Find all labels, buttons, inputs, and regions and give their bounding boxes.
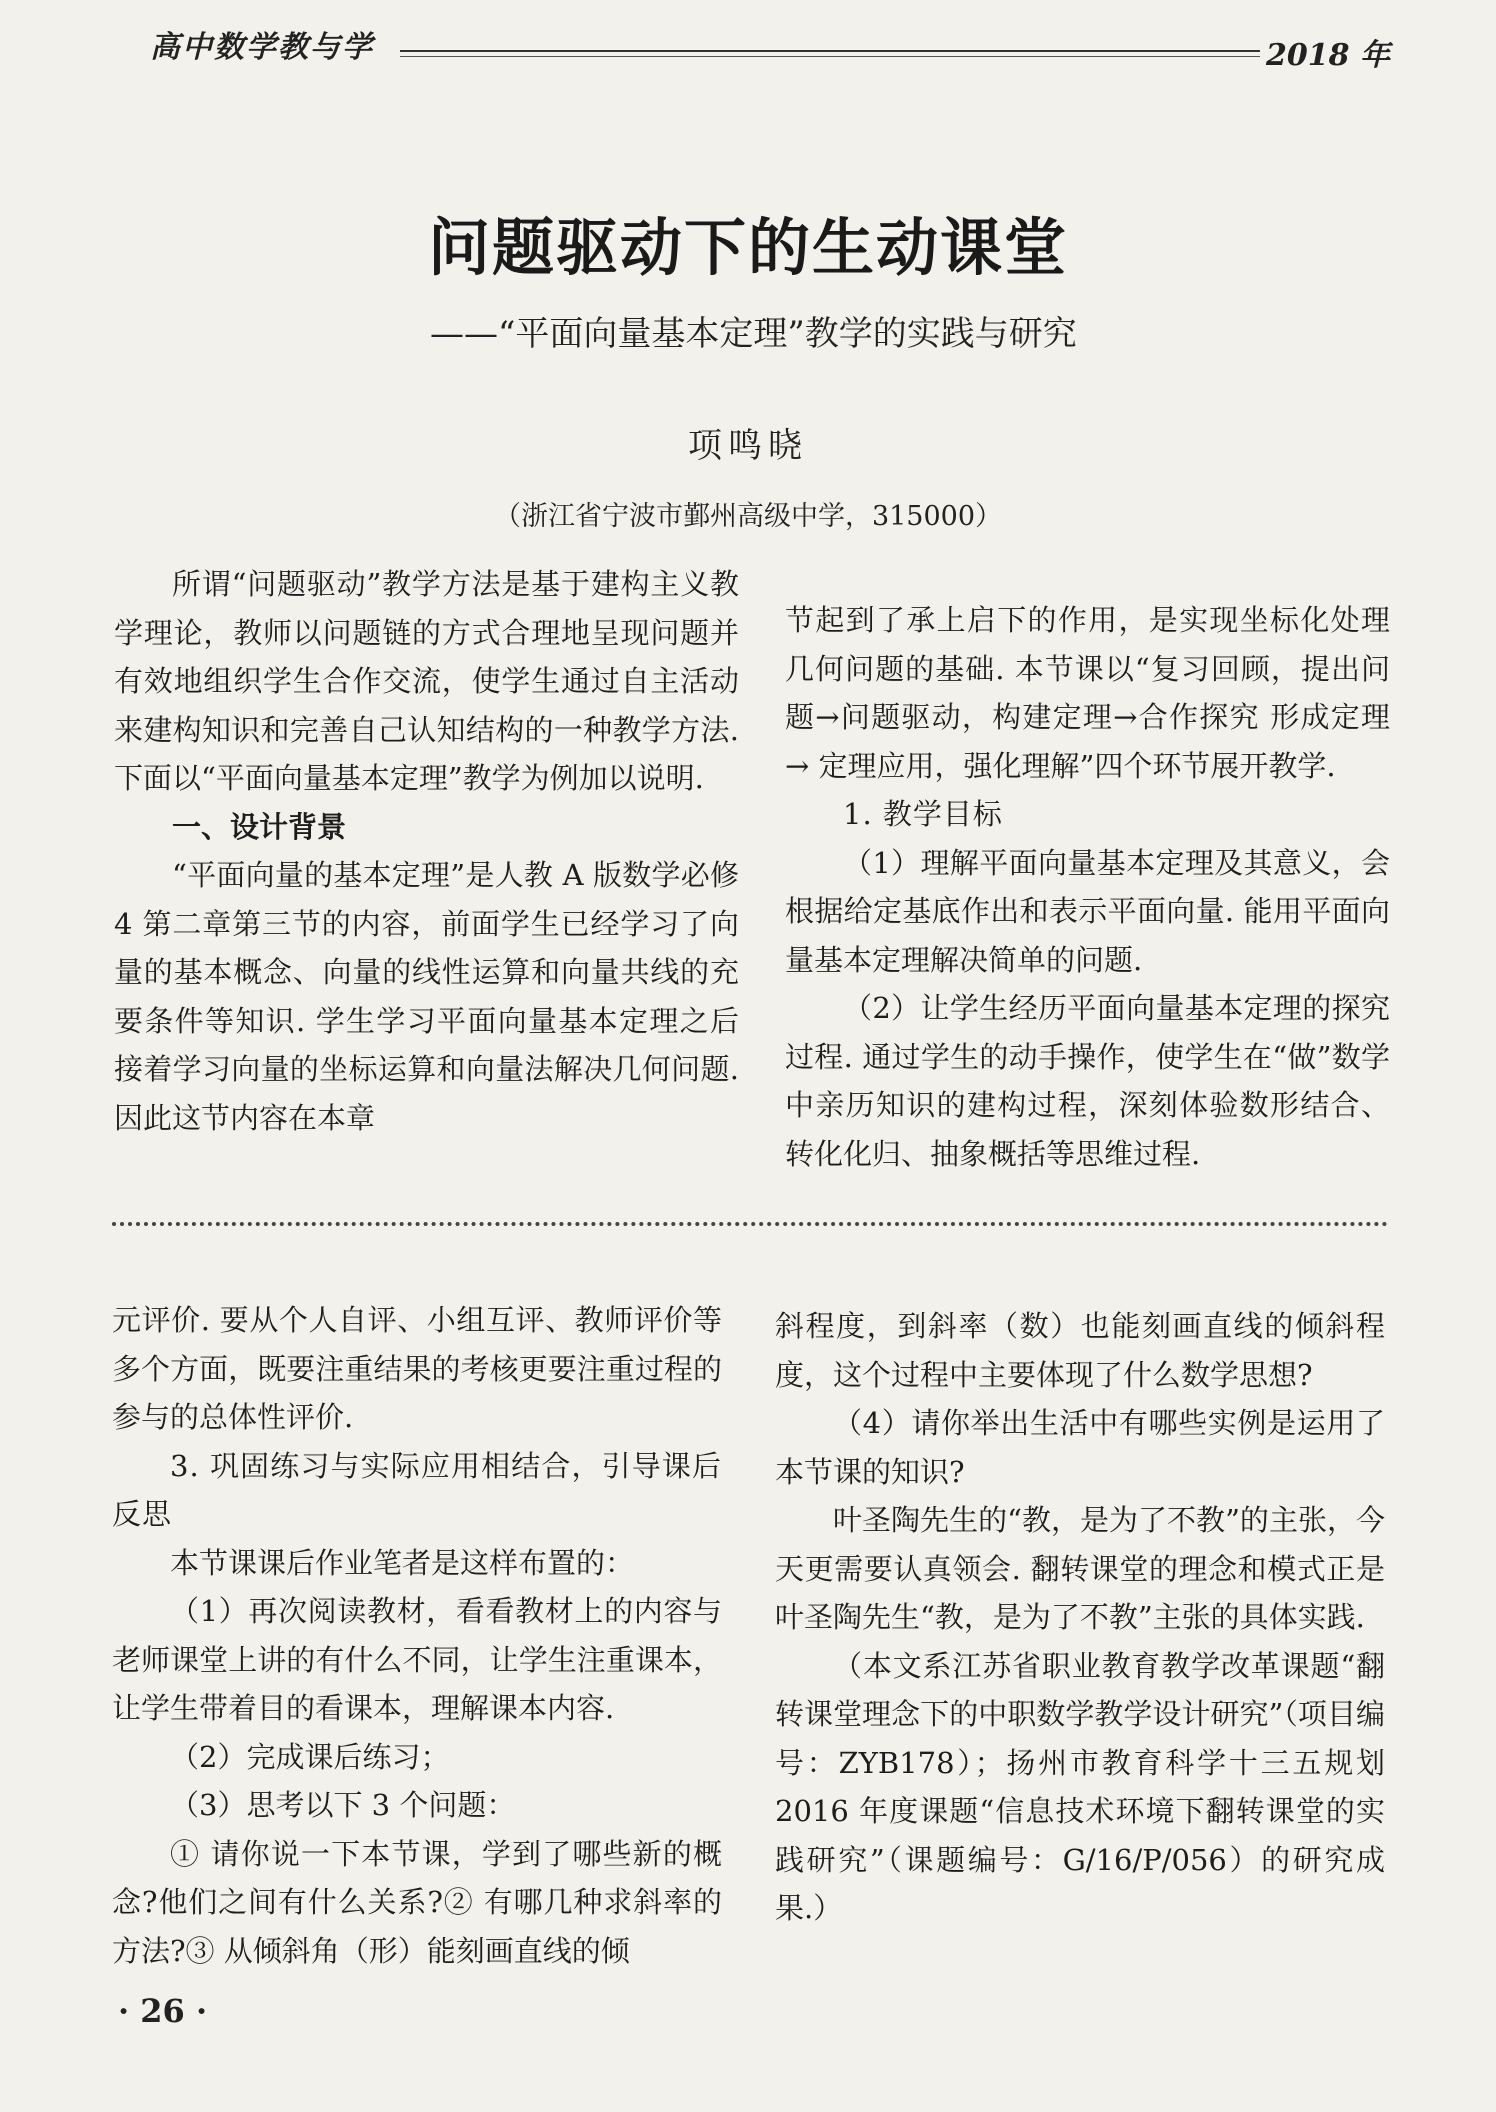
funding-note: （本文系江苏省职业教育教学改革课题“翻转课堂理念下的中职数学教学设计研究”（项目编号：ZYB178）；扬州市教育科学十三五规划 2016 年度课题“信息技术环境下翻转课堂的实践研究”（课题编号：G/16/P/056）的研究成果.） (775, 1648, 1385, 1925)
page-number: · 26 · (118, 1992, 208, 2030)
subsection-heading: 3. 巩固练习与实际应用相结合，引导课后反思 (112, 1448, 722, 1531)
journal-name: 高中数学教与学 (150, 30, 374, 65)
paragraph: 元评价. 要从个人自评、小组互评、教师评价等多个方面，既要注重结果的考核更要注重过程的参与的总体性评价. (112, 1303, 722, 1434)
paragraph: ① 请你说一下本节课，学到了哪些新的概念?他们之间有什么关系?② 有哪几种求斜率的方法?③ 从倾斜角（形）能刻画直线的倾 (112, 1836, 722, 1968)
paragraph: （1）再次阅读教材，看看教材上的内容与老师课堂上讲的有什么不同，让学生注重课本，让学生带着目的看课本，理解课本内容. (112, 1594, 722, 1725)
running-header (150, 22, 1390, 72)
paragraph: （3）思考以下 3 个问题： (170, 1788, 516, 1822)
paragraph: 叶圣陶先生的“教，是为了不教”的主张，今天更需要认真领会. 翻转课堂的理念和模式正是叶圣陶先生“教，是为了不教”主张的具体实践. (775, 1503, 1385, 1634)
paragraph: （4）请你举出生活中有哪些实例是运用了本节课的知识? (775, 1406, 1385, 1489)
header-rule (400, 50, 1260, 57)
paragraph: 斜程度，到斜率（数）也能刻画直线的倾斜程度，这个过程中主要体现了什么数学思想? (775, 1309, 1385, 1392)
article-author: 项鸣晓 (688, 426, 808, 466)
subsection-heading: 1. 教学目标 (843, 797, 1003, 831)
article-subtitle: ——“平面向量基本定理”教学的实践与研究 (430, 314, 1077, 354)
column-lower-right (775, 1302, 1385, 1933)
paragraph: （2）完成课后练习； (170, 1739, 450, 1774)
paragraph: “平面向量的基本定理”是人教 A 版数学必修 4 第二章第三节的内容，前面学生已经学习了向量的基本概念、向量的线性运算和向量共线的充要条件等知识. 学生学习平面向量基本定理之后接着学习向量的坐标运算和向量法解决几何问题. 因此这节内容在本章 (114, 858, 739, 1135)
paragraph: 所谓“问题驱动”教学方法是基于建构主义教学理论，教师以问题链的方式合理地呈现问题并有效地组织学生合作交流，使学生通过自主活动来建构知识和完善自己认知结构的一种教学方法. 下面以“平面向量基本定理”教学为例加以说明. (114, 567, 739, 795)
paragraph: （1）理解平面向量基本定理及其意义，会根据给定基底作出和表示平面向量. 能用平面向量基本定理解决简单的问题. (785, 845, 1390, 977)
header-year: 2018 年 (1266, 38, 1390, 73)
author-affiliation: （浙江省宁波市鄞州高级中学，315000） (493, 501, 1003, 532)
article-title: 问题驱动下的生动课堂 (427, 211, 1068, 284)
paragraph: 节起到了承上启下的作用，是实现坐标化处理几何问题的基础. 本节课以“复习回顾，提出问题→问题驱动，构建定理→合作探究 形成定理 → 定理应用，强化理解”四个环节展开教学. (785, 603, 1390, 783)
section-heading: 一、设计背景 (172, 809, 347, 844)
column-upper-left (114, 560, 739, 1142)
paragraph: （2）让学生经历平面向量基本定理的探究过程. 通过学生的动手操作，使学生在“做”数学中亲历知识的建构过程，深刻体验数形结合、转化化归、抽象概括等思维过程. (785, 991, 1390, 1171)
column-upper-right (785, 596, 1390, 1178)
column-lower-left (112, 1296, 722, 1975)
article-separator (112, 1222, 1388, 1226)
paragraph: 本节课课后作业笔者是这样布置的： (170, 1545, 635, 1580)
